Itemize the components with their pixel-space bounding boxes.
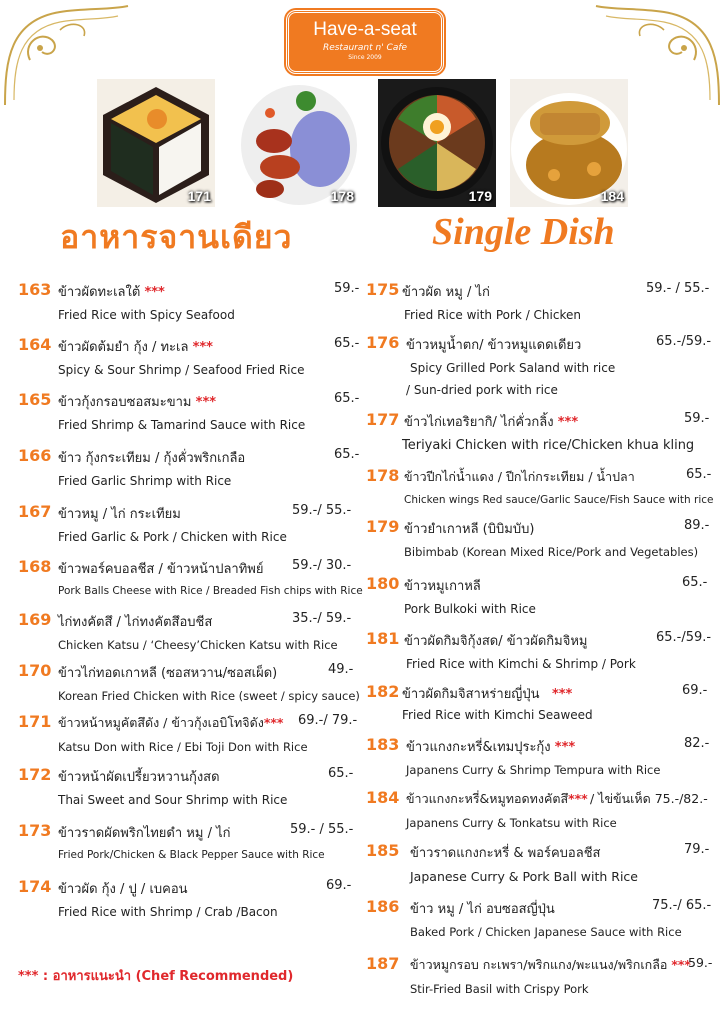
item-number: 180	[366, 574, 400, 593]
item-price: 69.-	[682, 683, 708, 698]
item-name-thai: ข้าวปีกไก่น้ำแดง / ปีกไก่กระเทียม / น้ำปลา	[404, 469, 635, 484]
item-name-thai: ข้าวราดผัดพริกไทยดำ หมู / ไก่	[58, 826, 231, 841]
logo-name: Have-a-seat	[313, 19, 417, 40]
item-name-thai: ข้าวพอร์คบอลชีส / ข้าวหน้าปลาทิพย์	[58, 562, 264, 577]
item-name-english: Korean Fried Chicken with Rice (sweet / spicy sauce)	[58, 689, 360, 703]
item-name-thai: ข้าวผัดกิมจิกุ้งสด/ ข้าวผัดกิมจิหมู	[404, 634, 588, 649]
item-number: 163	[18, 280, 52, 299]
item-name-english: Japanens Curry & Tonkatsu with Rice	[406, 816, 617, 830]
item-name-english: Fried Garlic Shrimp with Rice	[58, 474, 232, 488]
recommended-stars: ***	[144, 285, 165, 300]
item-number: 178	[366, 466, 400, 485]
item-number: 164	[18, 335, 52, 354]
item-name-thai: ข้าวแกงกะหรี่&หมูทอดทงคัตสึ***	[406, 791, 588, 806]
item-name-english: Spicy Grilled Pork Saland with rice	[410, 361, 616, 375]
item-name-english: Thai Sweet and Sour Shrimp with Rice	[58, 793, 288, 807]
item-name-thai: ข้าวผัดกิมจิสาหร่ายญี่ปุ่น ***	[402, 687, 573, 702]
item-price: 69.-	[326, 878, 352, 893]
photo-number: 171	[187, 188, 211, 204]
item-name-english: Spicy & Sour Shrimp / Seafood Fried Rice	[58, 363, 305, 377]
item-price: 59.-	[688, 955, 713, 970]
item-name-english: Fried Pork/Chicken & Black Pepper Sauce with Rice	[58, 849, 325, 861]
item-number: 169	[18, 610, 52, 629]
item-number: 170	[18, 661, 52, 680]
item-name-thai: ข้าวผัด หมู / ไก่	[402, 285, 490, 300]
item-name-thai: ข้าวกุ้งกรอบซอสมะขาม ***	[58, 395, 217, 410]
item-name-thai: ข้าวหมูกรอบ กะเพรา/พริกแกง/พะแนง/พริกเกลือ ***	[410, 957, 691, 972]
item-name-english: Pork Balls Cheese with Rice / Breaded Fish chips with Rice	[58, 585, 363, 597]
item-name-english: Fried Rice with Spicy Seafood	[58, 308, 235, 322]
dish-photo-171	[97, 79, 215, 207]
item-name-thai: ข้าว หมู / ไก่ อบซอสญี่ปุ่น	[410, 902, 555, 917]
item-name-english: Pork Bulkoki with Rice	[404, 602, 536, 616]
item-price: 59.-	[684, 411, 710, 426]
item-price: 65.-	[334, 447, 360, 462]
item-price: 89.-	[684, 518, 710, 533]
recommended-stars: ***	[568, 791, 588, 806]
item-name-thai: ข้าวยำเกาหลี (บิบิมบับ)	[404, 522, 535, 537]
item-price: 59.- / 55.-	[646, 281, 710, 296]
item-price: 35.-/ 59.-	[292, 611, 352, 626]
item-name-english: Japanens Curry & Shrimp Tempura with Rice	[406, 763, 661, 777]
logo-since: Since 2009	[348, 54, 382, 61]
item-price: 59.-	[334, 281, 360, 296]
item-number: 166	[18, 446, 52, 465]
item-number: 186	[366, 897, 400, 916]
item-number: 174	[18, 877, 52, 896]
item-number: 172	[18, 765, 52, 784]
item-name-english: Japanese Curry & Pork Ball with Rice	[410, 869, 638, 884]
item-name-thai: ข้าวหมูน้ำตก/ ข้าวหมูแดดเดียว	[406, 338, 582, 353]
photo-number: 184	[600, 188, 624, 204]
recommended-stars: ***	[554, 740, 576, 755]
item-name-english: Chicken wings Red sauce/Garlic Sauce/Fish Sauce with rice	[404, 494, 714, 506]
item-number: 177	[366, 410, 400, 429]
recommended-stars: ***	[192, 340, 213, 355]
item-name-english: Baked Pork / Chicken Japanese Sauce with Rice	[410, 925, 682, 939]
item-number: 175	[366, 280, 400, 299]
item-price: 65.-	[328, 766, 354, 781]
item-price: 75.-/ 65.-	[652, 898, 712, 913]
item-name-english: Chicken Katsu / ‘Cheesy’Chicken Katsu with Rice	[58, 638, 338, 652]
item-price: 59.- / 55.-	[290, 822, 354, 837]
item-name-thai: ข้าวหมูเกาหลี	[404, 579, 481, 594]
item-number: 182	[366, 682, 400, 701]
item-number: 176	[366, 333, 400, 352]
item-name-english: Fried Rice with Shrimp / Crab /Bacon	[58, 905, 278, 919]
item-name-thai: ข้าวแกงกะหรี่&เทมปุระกุ้ง ***	[406, 740, 576, 755]
item-number: 179	[366, 517, 400, 536]
item-price: 59.-/ 55.-	[292, 503, 352, 518]
recommended-stars: ***	[263, 715, 284, 730]
item-number: 171	[18, 712, 52, 731]
logo-subtitle: Restaurant n' Cafe	[322, 43, 408, 53]
item-number: 183	[366, 735, 400, 754]
item-number: 181	[366, 629, 400, 648]
section-title-english: Single Dish	[432, 211, 615, 253]
restaurant-logo	[286, 10, 444, 74]
item-name-thai: ข้าวไก่ทอดเกาหลี (ซอสหวาน/ซอสเผ็ด)	[58, 666, 278, 681]
item-number: 187	[366, 954, 400, 973]
item-price: 82.-	[684, 736, 710, 751]
recommended-stars: ***	[195, 395, 217, 410]
item-name-thai: ข้าวหมู / ไก่ กระเทียม	[58, 507, 181, 522]
item-name-thai: ข้าวหน้าผัดเปรี้ยวหวานกุ้งสด	[58, 770, 220, 785]
section-title-thai: อาหารจานเดียว	[60, 218, 293, 256]
item-name-thai: ข้าว กุ้งกระเทียม / กุ้งคั่วพริกเกลือ	[58, 451, 246, 466]
item-name-thai: ไก่ทงคัตสึ / ไก่ทงคัตสึอบชีส	[58, 615, 213, 630]
item-price: 59.-/ 30.-	[292, 558, 352, 573]
item-name-english: Fried Garlic & Pork / Chicken with Rice	[58, 530, 287, 544]
item-price: / ไข่ข้นเห็ด 75.-/82.-	[590, 791, 708, 806]
photo-number: 178	[330, 188, 354, 204]
item-name-english: Teriyaki Chicken with rice/Chicken khua kling	[402, 438, 695, 453]
item-price: 69.-/ 79.-	[298, 713, 358, 728]
item-name-thai: ข้าวผัดต้มยำ กุ้ง / ทะเล ***	[58, 340, 213, 355]
item-price: 65.-	[334, 391, 360, 406]
item-name-english: Fried Rice with Kimchi & Shrimp / Pork	[406, 657, 636, 671]
note-text: : อาหารแนะนำ (Chef Recommended)	[38, 969, 294, 984]
chef-recommended-note	[18, 965, 293, 986]
item-price: 65.-/59.-	[656, 334, 712, 349]
item-number: 168	[18, 557, 52, 576]
item-name-english: Katsu Don with Rice / Ebi Toji Don with Rice	[58, 740, 308, 754]
item-price: 79.-	[684, 842, 710, 857]
item-price: 65.-	[682, 575, 708, 590]
item-name-thai: ข้าวไก่เทอริยากิ/ ไก่คั่วกลิ้ง ***	[404, 415, 579, 430]
item-name-english-2: / Sun-dried pork with rice	[406, 383, 558, 397]
item-name-english: Fried Shrimp & Tamarind Sauce with Rice	[58, 418, 306, 432]
item-name-english: Fried Rice with Pork / Chicken	[404, 308, 581, 322]
item-name-english: Stir-Fried Basil with Crispy Pork	[410, 982, 589, 996]
item-name-thai: ข้าวหน้าหมูคัตสึดัง / ข้าวกุ้งเอบิโทจิดัง***	[58, 715, 284, 730]
dish-photo-179	[378, 79, 496, 207]
item-number: 185	[366, 841, 400, 860]
dish-photo-178	[240, 79, 358, 207]
note-stars: ***	[18, 969, 39, 984]
photo-number: 179	[468, 188, 492, 204]
item-price: 49.-	[328, 662, 354, 677]
item-price: 65.-	[334, 336, 360, 351]
item-name-thai: ข้าวผัด กุ้ง / ปู / เบคอน	[58, 882, 188, 897]
recommended-stars: ***	[557, 415, 579, 430]
item-number: 184	[366, 788, 400, 807]
item-price: 65.-/59.-	[656, 630, 712, 645]
item-name-english: Bibimbab (Korean Mixed Rice/Pork and Vegetables)	[404, 545, 699, 559]
item-number: 173	[18, 821, 52, 840]
dish-photo-184	[510, 79, 628, 207]
item-number: 165	[18, 390, 52, 409]
recommended-stars: ***	[551, 687, 573, 702]
item-number: 167	[18, 502, 52, 521]
item-name-thai: ข้าวผัดทะเลใต้ ***	[58, 285, 165, 300]
item-price: 65.-	[686, 467, 712, 482]
item-name-thai: ข้าวราดแกงกะหรี่ & พอร์คบอลชีส	[410, 846, 601, 861]
recommended-stars: ***	[671, 957, 691, 972]
item-name-english: Fried Rice with Kimchi Seaweed	[402, 708, 593, 722]
